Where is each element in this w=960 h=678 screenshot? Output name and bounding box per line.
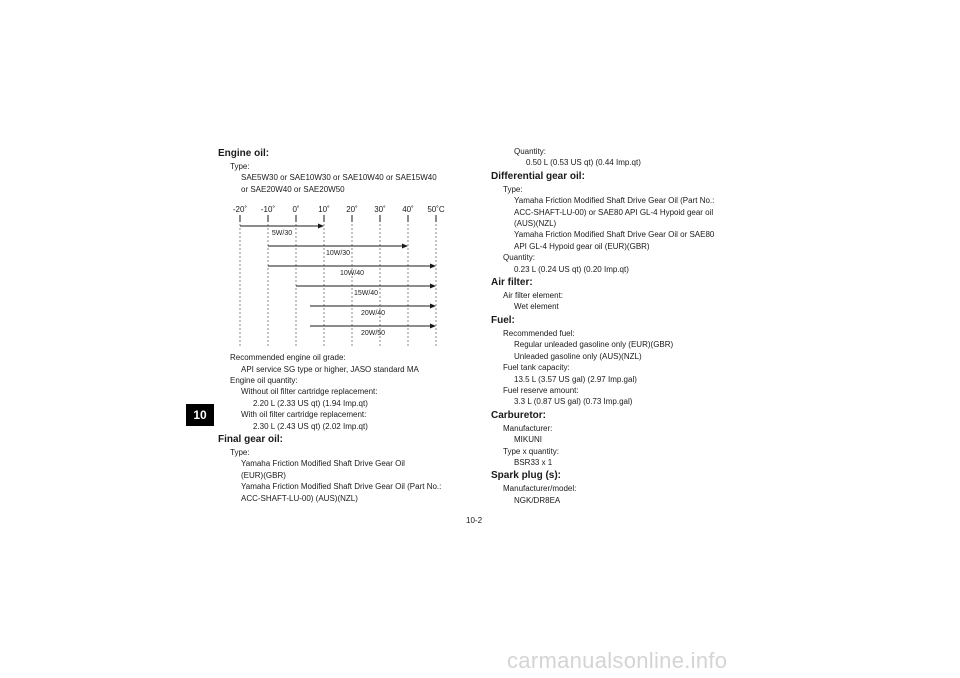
- with-filter-label: With oil filter cartridge replacement:: [241, 410, 367, 420]
- carburetor-type-label: Type x quantity:: [503, 446, 560, 456]
- arrow-head: [430, 264, 436, 269]
- recommended-grade-label: Recommended engine oil grade:: [230, 353, 346, 363]
- grade-label: 10W/40: [339, 270, 365, 278]
- page-number: 10-2: [466, 516, 483, 525]
- tick-label: 10˚: [318, 205, 330, 215]
- final-gear-oil-heading: Final gear oil:: [218, 434, 284, 446]
- arrow-head: [318, 224, 324, 229]
- fuel-tank-capacity-label: Fuel tank capacity:: [503, 363, 570, 373]
- differential-type-value: ACC-SHAFT-LU-00) or SAE80 API GL-4 Hypoid gear oil: [514, 207, 714, 217]
- spark-plug-heading: Spark plug (s):: [491, 470, 562, 482]
- final-gear-quantity-label: Quantity:: [514, 147, 547, 156]
- arrow-head: [402, 244, 408, 249]
- tick-label: 20˚: [346, 205, 358, 215]
- air-filter-heading: Air filter:: [491, 277, 533, 289]
- final-gear-type-value: ACC-SHAFT-LU-00) (AUS)(NZL): [241, 493, 358, 503]
- recommended-fuel-label: Recommended fuel:: [503, 328, 575, 338]
- fuel-heading: Fuel:: [491, 314, 515, 326]
- arrow-head: [430, 324, 436, 329]
- carburetor-type-value: BSR33 x 1: [514, 457, 553, 467]
- carburetor-manufacturer-value: MIKUNI: [514, 435, 542, 445]
- differential-quantity-label: Quantity:: [503, 253, 536, 263]
- differential-type-value: Yamaha Friction Modified Shaft Drive Gear Oil or SAE80: [514, 230, 715, 240]
- spark-plug-model-value: NGK/DR8EA: [514, 495, 561, 505]
- engine-oil-type-value: SAE5W30 or SAE10W30 or SAE10W40 or SAE15W40: [241, 173, 437, 183]
- oil-viscosity-chart: [228, 200, 468, 350]
- engine-oil-type-value: or SAE20W40 or SAE20W50: [241, 184, 345, 194]
- final-gear-type-value: (EUR)(GBR): [241, 470, 286, 480]
- left-column: [218, 146, 480, 504]
- differential-gear-oil-heading: Differential gear oil:: [491, 170, 585, 182]
- fuel-tank-capacity-value: 13.5 L (3.57 US gal) (2.97 Imp.gal): [514, 374, 637, 384]
- air-filter-element-value: Wet element: [514, 302, 559, 312]
- tick-label: 30˚: [374, 205, 386, 215]
- differential-type-value: Yamaha Friction Modified Shaft Drive Gear Oil (Part No.:: [514, 196, 715, 206]
- final-gear-quantity-value: 0.50 L (0.53 US qt) (0.44 Imp.qt): [526, 158, 641, 168]
- fuel-reserve-value: 3.3 L (0.87 US gal) (0.73 Imp.gal): [514, 397, 633, 407]
- grade-label: 20W/50: [360, 330, 386, 338]
- recommended-fuel-value: Regular unleaded gasoline only (EUR)(GBR): [514, 340, 674, 350]
- arrow-head: [430, 304, 436, 309]
- chart-bars: [240, 224, 436, 329]
- air-filter-element-label: Air filter element:: [503, 291, 564, 301]
- final-gear-type-label: Type:: [230, 448, 250, 458]
- tick-label: 40˚: [402, 205, 414, 215]
- carburetor-heading: Carburetor:: [491, 409, 547, 421]
- final-gear-type-value: Yamaha Friction Modified Shaft Drive Gear Oil (Part No.:: [241, 482, 442, 492]
- grade-label: 15W/40: [353, 290, 379, 298]
- spark-plug-model-label: Manufacturer/model:: [503, 484, 577, 494]
- recommended-fuel-value: Unleaded gasoline only (AUS)(NZL): [514, 351, 642, 361]
- with-filter-value: 2.30 L (2.43 US qt) (2.02 Imp.qt): [253, 421, 368, 431]
- arrow-head: [430, 284, 436, 289]
- differential-quantity-value: 0.23 L (0.24 US qt) (0.20 Imp.qt): [514, 264, 629, 274]
- differential-type-value: API GL-4 Hypoid gear oil (EUR)(GBR): [514, 241, 650, 251]
- watermark: carmanualsonline.info: [507, 648, 728, 673]
- tick-label: 0˚: [292, 205, 300, 215]
- recommended-grade-value: API service SG type or higher, JASO standard MA: [241, 364, 419, 374]
- engine-oil-heading: Engine oil:: [218, 148, 270, 159]
- tick-label: -10˚: [260, 205, 276, 215]
- chapter-tab: 10: [186, 404, 214, 426]
- fuel-reserve-label: Fuel reserve amount:: [503, 385, 579, 395]
- chart-tick-labels: [233, 205, 445, 214]
- carburetor-manufacturer-label: Manufacturer:: [503, 423, 553, 433]
- grade-label: 20W/40: [360, 310, 386, 318]
- final-gear-type-value: Yamaha Friction Modified Shaft Drive Gear Oil: [241, 459, 405, 469]
- without-filter-label: Without oil filter cartridge replacement:: [241, 387, 378, 397]
- tick-label: 50˚C: [427, 205, 445, 215]
- grade-label: 10W/30: [325, 250, 351, 258]
- right-column: [491, 146, 751, 506]
- without-filter-value: 2.20 L (2.33 US qt) (1.94 Imp.qt): [253, 398, 368, 408]
- engine-oil-quantity-label: Engine oil quantity:: [230, 376, 298, 386]
- chart-grid: [240, 215, 436, 348]
- differential-type-label: Type:: [503, 184, 523, 194]
- grade-label: 5W/30: [271, 230, 293, 238]
- tick-label: -20˚: [232, 205, 248, 215]
- differential-type-value: (AUS)(NZL): [514, 219, 557, 229]
- engine-oil-type-label: Type:: [230, 162, 250, 171]
